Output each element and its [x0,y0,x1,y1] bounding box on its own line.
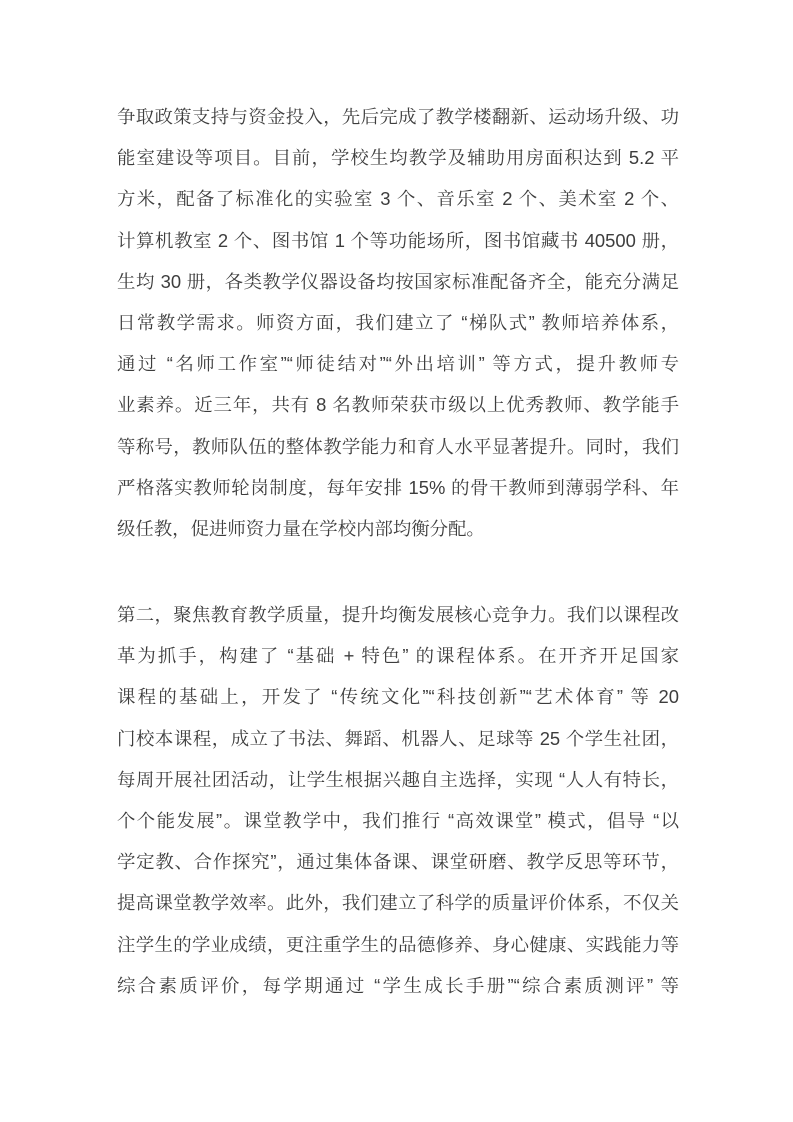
text-line: 严格落实教师轮岗制度，每年安排 15% 的骨干教师到薄弱学科、年 [117,476,679,498]
text-line-paragraph-end: 级任教，促进师资力量在学校内部均衡分配。 [117,517,485,539]
paragraph-1 [117,96,679,549]
text-line: 综合素质评价，每学期通过 “学生成长手册”“综合素质测评” 等 [117,974,679,996]
text-line: 注学生的学业成绩，更注重学生的品德修养、身心健康、实践能力等 [117,933,679,955]
text-line: 日常教学需求。师资方面，我们建立了 “梯队式” 教师培养体系， [117,311,679,333]
text-line: 课程的基础上，开发了 “传统文化”“科技创新”“艺术体育” 等 20 [117,686,679,708]
text-line: 个个能发展”。课堂教学中，我们推行 “高效课堂” 模式，倡导 “以 [117,810,679,831]
text-line: 通过 “名师工作室”“师徒结对”“外出培训” 等方式，提升教师专 [117,353,679,375]
text-line: 计算机教室 2 个、图书馆 1 个等功能场所，图书馆藏书 40500 册， [117,229,679,251]
text-line: 第二，聚焦教育教学质量，提升均衡发展核心竞争力。我们以课程改 [117,604,679,626]
text-line: 等称号，教师队伍的整体教学能力和育人水平显著提升。同时，我们 [117,435,679,457]
text-line: 学定教、合作探究”，通过集体备课、课堂研磨、教学反思等环节， [117,851,679,873]
text-line: 提高课堂教学效率。此外，我们建立了科学的质量评价体系，不仅关 [117,892,679,914]
text-line: 业素养。近三年，共有 8 名教师荣获市级以上优秀教师、教学能手 [117,394,679,416]
text-line: 门校本课程，成立了书法、舞蹈、机器人、足球等 25 个学生社团， [117,727,679,749]
paragraph-2 [117,594,679,1006]
paragraph-spacer [117,549,679,594]
text-line: 争取政策支持与资金投入，先后完成了教学楼翻新、运动场升级、功 [117,106,679,127]
text-line: 革为抓手，构建了 “基础 + 特色” 的课程体系。在开齐开足国家 [117,645,679,667]
text-line: 能室建设等项目。目前，学校生均教学及辅助用房面积达到 5.2 平 [117,147,679,169]
text-line: 每周开展社团活动，让学生根据兴趣自主选择，实现 “人人有特长， [117,768,679,790]
document-body [117,96,679,1006]
text-line: 方米，配备了标准化的实验室 3 个、音乐室 2 个、美术室 2 个、 [117,188,679,210]
text-line: 生均 30 册，各类教学仪器设备均按国家标准配备齐全，能充分满足 [117,270,679,292]
